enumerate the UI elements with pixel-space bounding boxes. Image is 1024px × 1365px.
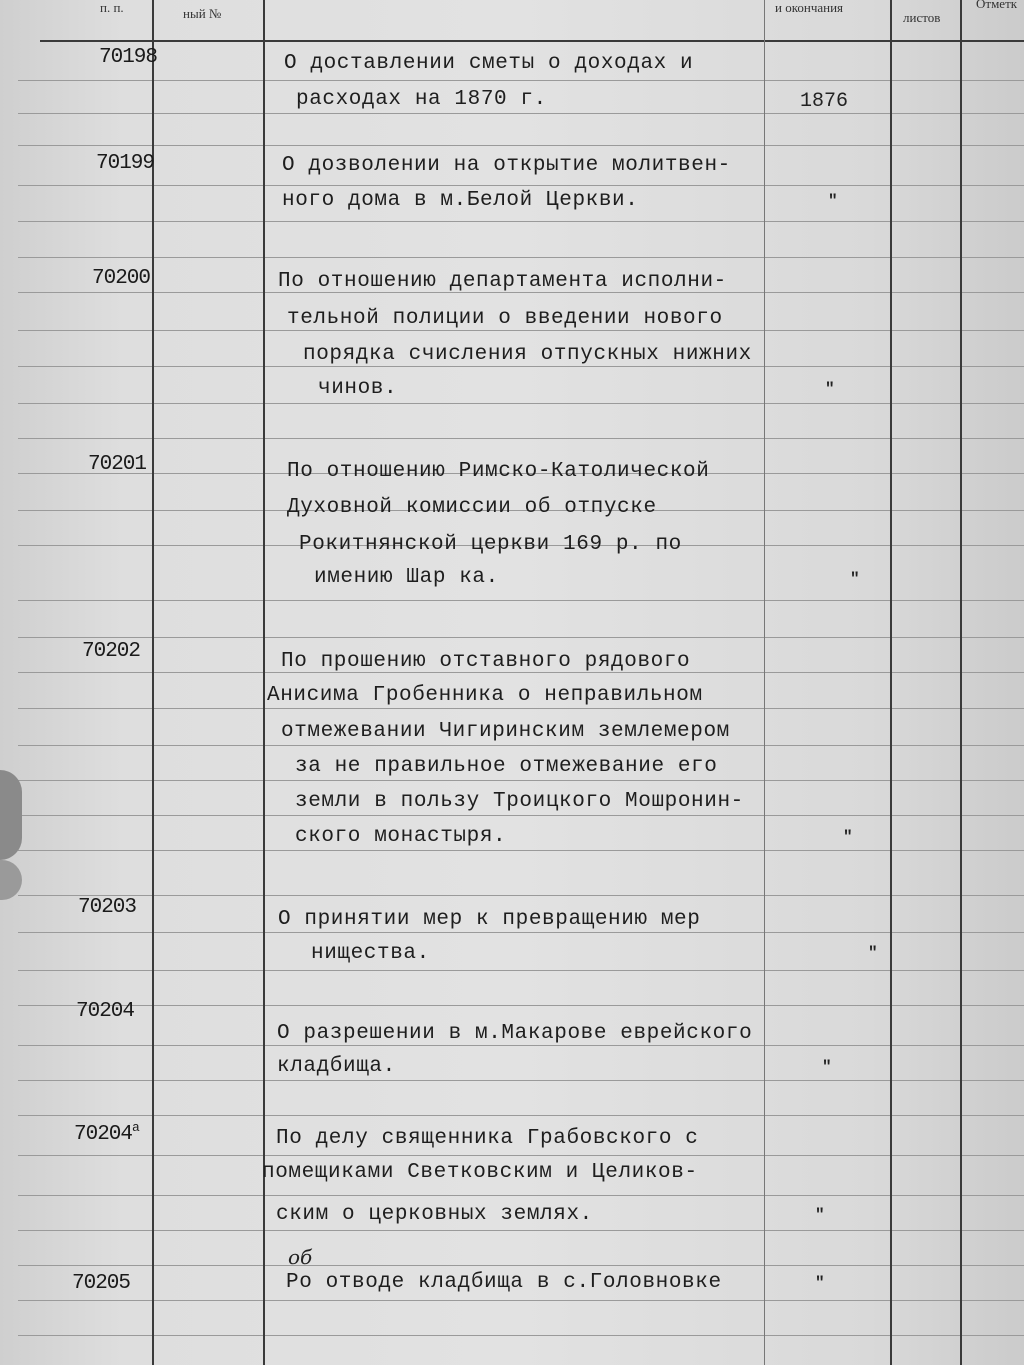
ruled-line: [18, 113, 1024, 114]
ruled-line: [18, 970, 1024, 971]
ruled-line: [18, 1005, 1024, 1006]
record-year: ": [822, 1058, 832, 1076]
ruled-line: [18, 600, 1024, 601]
header-col-dates: и окончания: [775, 0, 844, 15]
ruled-line: [18, 221, 1024, 222]
record-title-line: О дозволении на открытие молитвен-: [282, 154, 731, 177]
record-number: 70203: [78, 896, 137, 919]
record-number: 70202: [82, 640, 141, 663]
record-number: 70200: [92, 267, 151, 290]
record-title-line: О разрешении в м.Макарове еврейского: [277, 1022, 753, 1045]
ruled-line: [18, 1155, 1024, 1156]
record-number-suffix: а: [132, 1120, 139, 1135]
record-title-line: ским о церковных землях.: [276, 1203, 593, 1226]
record-title-line: чинов.: [318, 377, 398, 400]
record-title-line: Анисима Гробенника о неправильном: [267, 684, 703, 707]
ruled-line: [18, 850, 1024, 851]
column-divider: [152, 0, 154, 1365]
ruled-line: [18, 1300, 1024, 1301]
ruled-line: [18, 366, 1024, 367]
record-title-line: за не правильное отмежевание его: [295, 755, 718, 778]
ruled-line: [18, 438, 1024, 439]
record-number: 70205: [72, 1272, 131, 1295]
record-year: ": [825, 380, 835, 398]
record-number: 70201: [88, 453, 147, 476]
column-divider: [960, 0, 962, 1365]
finger-shadow: [0, 770, 22, 860]
ruled-line: [18, 257, 1024, 258]
ruled-line: [18, 745, 1024, 746]
ruled-line: [18, 895, 1024, 896]
record-title-line: По отношению Римско-Католической: [287, 460, 710, 483]
column-divider: [764, 0, 765, 1365]
record-title-line: По отношению департамента исполни-: [278, 270, 727, 293]
record-title-line: отмежевании Чигиринским землемером: [281, 720, 730, 743]
record-number-main: 70204: [74, 1123, 133, 1146]
record-title-line: Рокитнянской церкви 169 р. по: [299, 533, 682, 556]
header-col-reg: ный №: [183, 6, 222, 21]
record-number: 70204: [76, 1000, 135, 1023]
ruled-line: [18, 815, 1024, 816]
ruled-line: [18, 330, 1024, 331]
header-col-sheets: листов: [903, 10, 941, 25]
record-year: ": [850, 570, 860, 588]
record-year: ": [815, 1274, 825, 1292]
record-title-line: помещиками Светковским и Целиков-: [262, 1161, 698, 1184]
column-divider: [890, 0, 892, 1365]
ruled-line: [18, 1045, 1024, 1046]
record-number: 70199: [96, 152, 155, 175]
record-year: 1876: [800, 90, 849, 113]
header-col-notes: Отметк: [976, 0, 1018, 11]
record-title-line: имению Шар ка.: [314, 566, 499, 589]
record-title-line: По прошению отставного рядового: [281, 650, 691, 673]
ruled-line: [18, 932, 1024, 933]
handwritten-correction: об: [288, 1245, 313, 1269]
record-title-line: ского монастыря.: [295, 825, 507, 848]
ruled-line: [18, 637, 1024, 638]
record-title-line: Ро отводе кладбища в с.Головновке: [286, 1271, 722, 1294]
ruled-line: [18, 1230, 1024, 1231]
record-title-line: Духовной комиссии об отпуске: [287, 496, 657, 519]
record-year: ": [868, 944, 878, 962]
ruled-line: [18, 80, 1024, 81]
record-title-line: земли в пользу Троицкого Мошронин-: [295, 790, 744, 813]
ruled-line: [18, 145, 1024, 146]
record-title-line: нищества.: [311, 942, 430, 965]
ruled-line: [18, 1195, 1024, 1196]
ruled-line: [18, 1115, 1024, 1116]
record-number: 70198: [99, 46, 158, 69]
record-title-line: ного дома в м.Белой Церкви.: [282, 189, 639, 212]
header-col-num: п. п.: [100, 0, 124, 15]
record-year: ": [815, 1206, 825, 1224]
record-title-line: порядка счисления отпускных нижних: [303, 343, 752, 366]
ruled-line: [18, 403, 1024, 404]
record-title-line: расходах на 1870 г.: [296, 88, 547, 111]
record-number: [74, 1120, 139, 1146]
record-title-line: О доставлении сметы о доходах и: [284, 52, 694, 75]
finger-shadow: [0, 860, 22, 900]
ruled-line: [18, 708, 1024, 709]
ruled-line: [18, 1335, 1024, 1336]
record-title-line: О принятии мер к превращению мер: [278, 908, 701, 931]
record-title-line: кладбища.: [277, 1055, 396, 1078]
record-year: ": [828, 192, 838, 210]
record-title-line: По делу священника Грабовского с: [276, 1127, 699, 1150]
record-title-line: тельной полиции о введении нового: [287, 307, 723, 330]
ruled-line: [18, 780, 1024, 781]
ruled-line: [18, 1265, 1024, 1266]
ruled-line: [18, 1080, 1024, 1081]
ruled-line: [18, 185, 1024, 186]
header-border: [40, 40, 1024, 42]
record-year: ": [843, 828, 853, 846]
